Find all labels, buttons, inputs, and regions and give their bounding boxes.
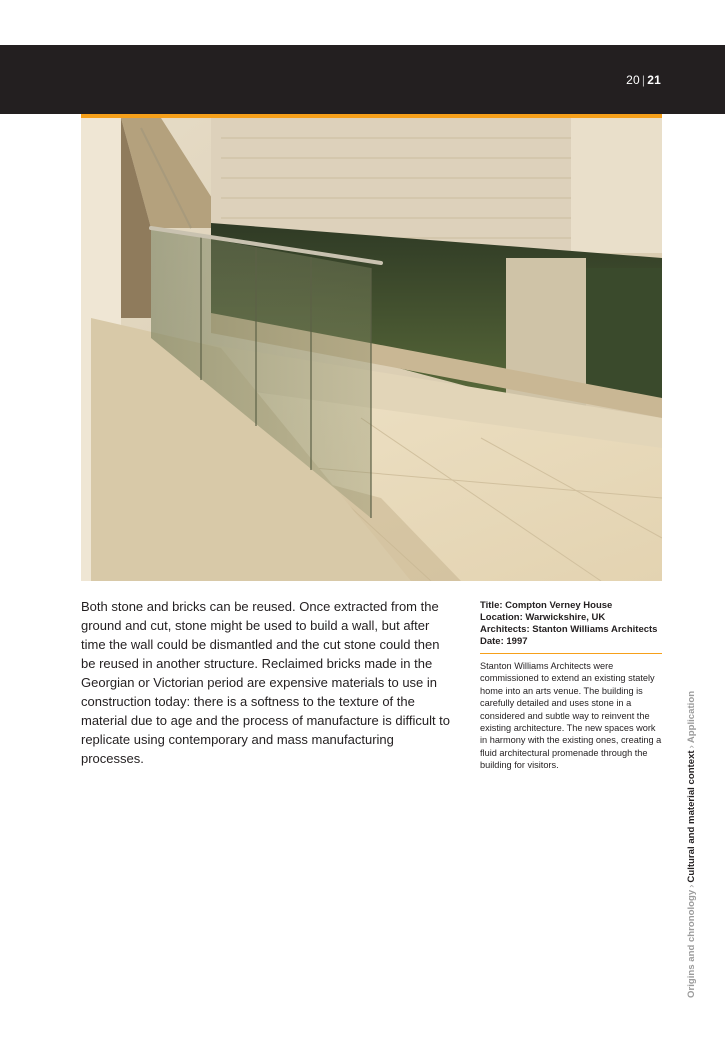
- caption-architects: Architects: Stanton Williams Architects: [480, 624, 658, 635]
- nav-item-origins[interactable]: Origins and chronology: [686, 889, 697, 998]
- section-navigation: [686, 618, 697, 998]
- caption-location: Location: Warwickshire, UK: [480, 612, 606, 623]
- page-numbers: [626, 73, 661, 87]
- chevron-right-icon: ›: [686, 745, 697, 749]
- caption-description: Stanton Williams Architects were commissioned to extend an existing stately home into an arts venue. The building is carefully detailed and uses stone in a considered and subtle way to reinvent the existing architecture. The new spaces work in harmony with the existing ones, creating a fluid architectural promenade through the building for visitors.: [480, 661, 662, 771]
- photo-caption: [480, 600, 662, 772]
- chevron-right-icon: ›: [686, 884, 697, 888]
- main-body-text: Both stone and bricks can be reused. Once extracted from the ground and cut, stone might be used to build a wall, but after time the wall could be dismantled and the cut stone could then be reused in another structure. Reclaimed bricks made in the Georgian or Victorian period are expensive materials to use in construction today: there is a softness to the texture of the material due to age and the process of manufacture is difficult to replicate using contemporary and mass manufacturing processes.: [81, 599, 451, 766]
- caption-title: Title: Compton Verney House: [480, 600, 613, 611]
- caption-divider: [480, 653, 662, 654]
- building-photo: [81, 118, 662, 581]
- caption-meta: [480, 600, 662, 648]
- page-number-separator: |: [641, 73, 646, 87]
- page-number-right: 21: [647, 73, 661, 87]
- nav-item-cultural-context[interactable]: Cultural and material context: [686, 750, 697, 883]
- caption-date: Date: 1997: [480, 636, 528, 647]
- nav-item-application[interactable]: Application: [686, 690, 697, 744]
- header-bar: [0, 45, 725, 114]
- page-number-left: 20: [626, 73, 640, 87]
